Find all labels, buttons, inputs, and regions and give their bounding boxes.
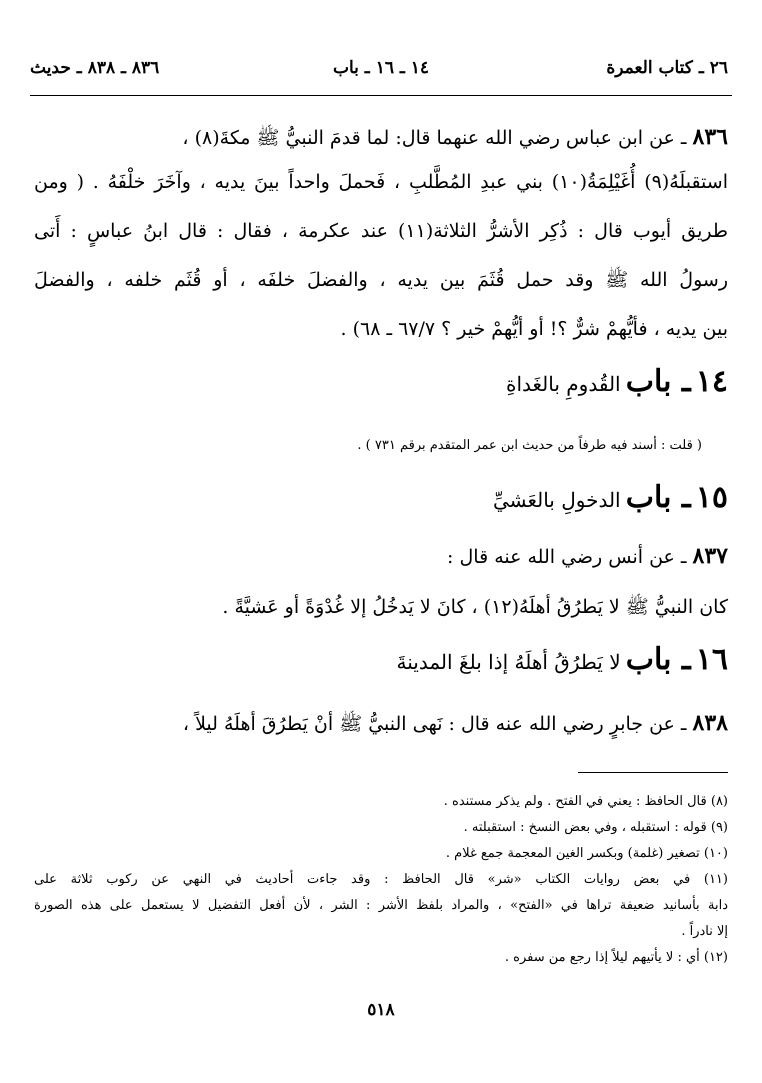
header-hadith-range: ٨٣٦ ـ ٨٣٨ ـ حديث: [30, 58, 160, 78]
hadith-836-line-5: بين يديه ، فأيُّهمْ شرٌّ ؟! أو أيُّهمْ خير ؟ ٦٧/٧ ـ ٦٨) .: [340, 318, 728, 340]
chapter-14-number: ١٤: [695, 364, 728, 399]
hadith-838-line: [34, 712, 728, 734]
chapter-15-bab: ـ باب: [625, 480, 691, 515]
hadith-836-text-1: ـ عن ابن عباس رضي الله عنهما قال: لما قدمَ النبيُّ ﷺ مكةَ(٨) ،: [182, 127, 687, 149]
footnote-8: (٨) قال الحافظ : يعني في الفتح . ولم يذكر مستنده .: [443, 794, 728, 809]
footnote-10: (١٠) تصغير (غلمة) وبكسر الغين المعجمة جمع غلام .: [445, 846, 728, 861]
header-divider: [30, 95, 732, 96]
hadith-837-line-2: كان النبيُّ ﷺ لا يَطرُقُ أهلَهُ(١٢) ، كانَ لا يَدخُلُ إلا غُدْوَةً أو عَشيَّةً .: [222, 596, 728, 618]
footnote-9: (٩) قوله : استقبله ، وفي بعض النسخ : استقبلته .: [463, 820, 728, 835]
chapter-16-heading: [397, 642, 728, 677]
chapter-16-bab: ـ باب: [625, 642, 691, 677]
page-number: ٥١٨: [367, 1000, 395, 1020]
hadith-836-line-3: طريق أيوب قال : ذُكِر الأشرُّ الثلاثة(١١) عند عكرمة ، فقال : قال ابنُ عباسٍ : أَتى: [34, 220, 728, 242]
chapter-14-title: القُدومِ بالغَداةِ: [506, 372, 621, 396]
footnote-11-line-3: إلا نادراً .: [681, 924, 728, 939]
header-chapter-range: ١٤ ـ ١٦ ـ باب: [332, 58, 430, 78]
chapter-15-number: ١٥: [695, 480, 728, 515]
hadith-837-number: ٨٣٧: [692, 543, 728, 569]
hadith-838-text: ـ عن جابرٍ رضي الله عنه قال : نَهى النبيُّ ﷺ أنْ يَطرُقَ أهلَهُ ليلاً ،: [182, 713, 687, 735]
hadith-838-number: ٨٣٨: [692, 710, 728, 736]
hadith-836-line-1: [34, 126, 728, 148]
chapter-16-number: ١٦: [695, 642, 728, 677]
editor-note: ( قلت : أسند فيه طرفاً من حديث ابن عمر المتقدم برقم ٧٣١ ) .: [357, 438, 702, 453]
hadith-836-number: ٨٣٦: [692, 124, 728, 150]
hadith-836-line-4: رسولُ الله ﷺ وقد حمل قُثَمَ بين يديه ، والفضلَ خلفَه ، أو قُثَم خلفه ، والفضلَ: [34, 269, 728, 291]
chapter-16-title: لا يَطرُقُ أهلَهُ إذا بلغَ المدينةَ: [396, 650, 621, 674]
hadith-837-line-1: [34, 545, 728, 567]
footnote-12: (١٢) أي : لا يأتيهم ليلاً إذا رجع من سفره .: [504, 950, 728, 965]
hadith-836-line-2: استقبلَهُ(٩) أُغَيْلِمَةُ(١٠) بني عبدِ المُطَّلبِ ، فَحملَ واحداً بينَ يديه ، وآخَرَ خلْفَهُ . ( ومن: [34, 171, 728, 193]
header-book-title: ٢٦ ـ كتاب العمرة: [606, 58, 728, 78]
chapter-14-bab: ـ باب: [625, 364, 691, 399]
chapter-15-heading: [493, 480, 728, 515]
running-header: [30, 58, 732, 92]
hadith-837-text-1: ـ عن أنس رضي الله عنه قال :: [447, 546, 687, 568]
chapter-14-heading: [506, 364, 728, 399]
footnote-11-line-2: دابة بأسانيد ضعيفة تراها في «الفتح» ، والمراد بلفظ الأشر : الشر ، لأن أفعل التفضيل لا يستعمل على هذه الصورة: [34, 898, 728, 913]
chapter-15-title: الدخولِ بالعَشيِّ: [492, 488, 621, 512]
footnote-11-line-1: (١١) في بعض روايات الكتاب «شر» قال الحافظ : وقد جاءت أحاديث في النهي عن ركوب ثلاثة على: [34, 872, 728, 887]
footnote-divider: [578, 772, 728, 773]
